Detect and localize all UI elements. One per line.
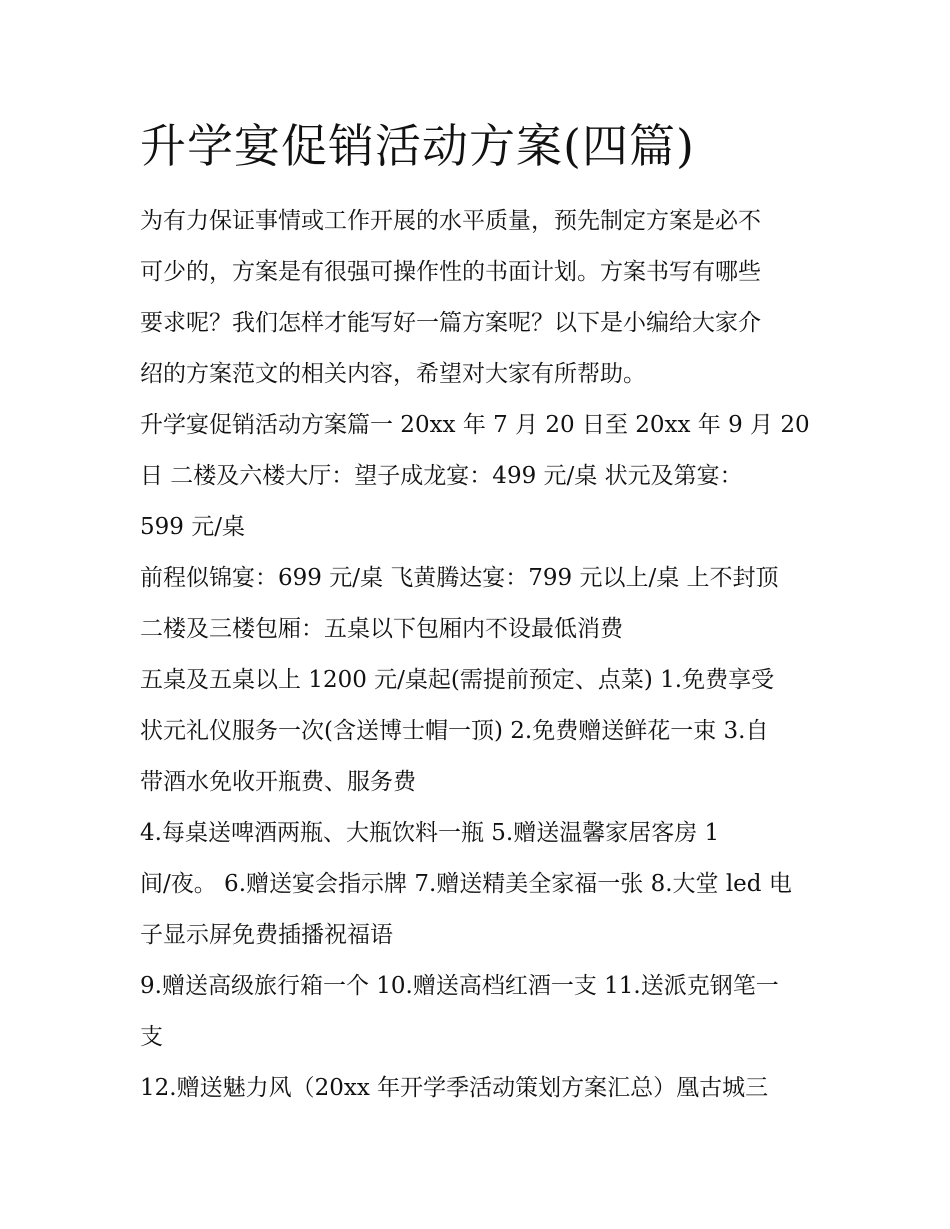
body-line: 绍的方案范文的相关内容，希望对大家有所帮助。: [140, 361, 646, 387]
body-line: 五桌及五桌以上 1200 元/桌起(需提前预定、点菜) 1.免费享受: [140, 667, 775, 693]
body-line: 二楼及三楼包厢：五桌以下包厢内不设最低消费: [140, 616, 623, 642]
body-line: 日 二楼及六楼大厅：望子成龙宴：499 元/桌 状元及第宴：: [140, 463, 743, 489]
body-line: 状元礼仪服务一次(含送博士帽一顶) 2.免费赠送鲜花一束 3.自: [140, 718, 769, 744]
body-line: 4.每桌送啤酒两瓶、大瓶饮料一瓶 5.赠送温馨家居客房 1: [140, 820, 720, 846]
document-title: 升学宴促销活动方案(四篇): [140, 119, 695, 173]
body-line: 子显示屏免费插播祝福语: [140, 922, 393, 948]
body-line: 599 元/桌: [140, 514, 245, 540]
body-line: 前程似锦宴：699 元/桌 飞黄腾达宴：799 元以上/桌 上不封顶: [140, 565, 779, 591]
body-line: 9.赠送高级旅行箱一个 10.赠送高档红酒一支 11.送派克钢笔一: [140, 973, 779, 999]
body-line: 支: [140, 1024, 163, 1050]
body-line: 要求呢？我们怎样才能写好一篇方案呢？以下是小编给大家介: [140, 310, 761, 336]
body-line: 升学宴促销活动方案篇一 20xx 年 7 月 20 日至 20xx 年 9 月 20: [140, 412, 810, 438]
body-line: 带酒水免收开瓶费、服务费: [140, 769, 416, 795]
body-line: 为有力保证事情或工作开展的水平质量，预先制定方案是必不: [140, 208, 761, 234]
body-line: 可少的，方案是有很强可操作性的书面计划。方案书写有哪些: [140, 259, 761, 285]
body-line: 12.赠送魅力风（20xx 年开学季活动策划方案汇总）凰古城三: [140, 1075, 769, 1101]
body-line: 间/夜。 6.赠送宴会指示牌 7.赠送精美全家福一张 8.大堂 led 电: [140, 871, 792, 897]
